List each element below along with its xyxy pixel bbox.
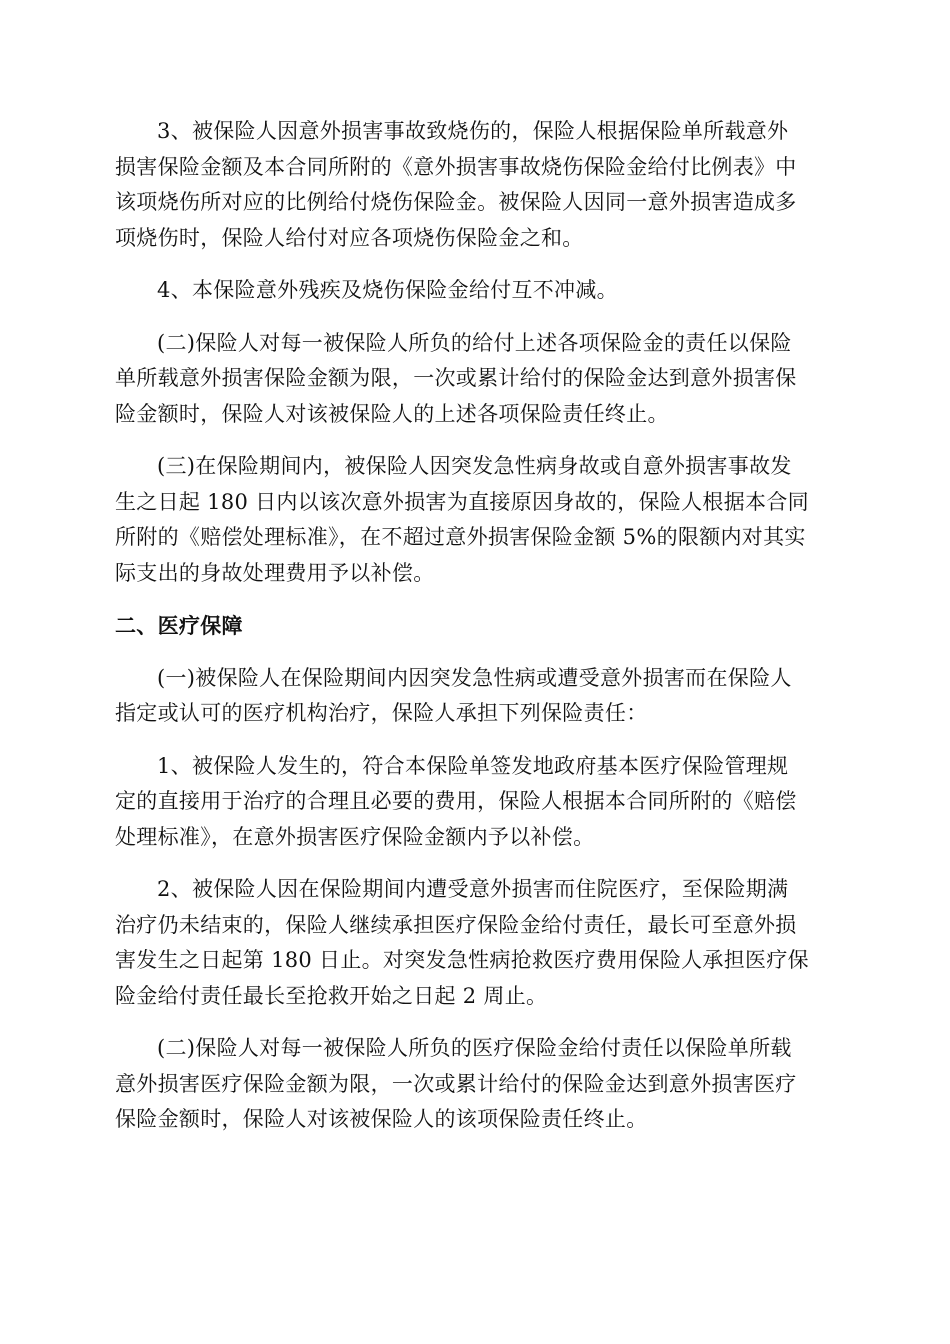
paragraph-burn-injury: 3、被保险人因意外损害事故致烧伤的，保险人根据保险单所载意外 损害保险金额及本合同所附的《意外损害事故烧伤保险金给付比例表》中 该项烧伤所对应的比例给付烧伤保险金。被保险人因同一意外损害造成多 项烧伤时，保险人给付对应各项烧伤保险金之和。 [115, 119, 797, 250]
paragraph-liability-limit: (二)保险人对每一被保险人所负的给付上述各项保险金的责任以保险 单所载意外损害保险金额为限，一次或累计给付的保险金达到意外损害保 险金额时，保险人对该被保险人的上述各项保险责任终止。 [115, 330, 797, 426]
paragraph-no-offset: 4、本保险意外残疾及烧伤保险金给付互不冲减。 [157, 278, 618, 302]
section-heading-medical: 二、医疗保障 [115, 613, 243, 638]
paragraph-death-expenses: (三)在保险期间内，被保险人因突发急性病身故或自意外损害事故发 生之日起 180 日内以该次意外损害为直接原因身故的，保险人根据本合同 所附的《赔偿处理标准》，在不超过意外损害保险金额 5%的限额内对其实 际支出的身故处理费用予以补偿。 [115, 454, 809, 585]
paragraph-medical-treatment: (一)被保险人在保险期间内因突发急性病或遭受意外损害而在保险人 指定或认可的医疗机构治疗，保险人承担下列保险责任： [115, 665, 792, 725]
paragraph-hospitalization: 2、被保险人因在保险期间内遭受意外损害而住院医疗，至保险期满 治疗仍未结束的，保险人继续承担医疗保险金给付责任，最长可至意外损 害发生之日起第 180 日止。对突发急性病抢救医疗费用保险人承担医疗保 险金给付责任最长至抢救开始之日起 2 周止。 [115, 877, 809, 1008]
paragraph-medical-expenses: 1、被保险人发生的，符合本保险单签发地政府基本医疗保险管理规 定的直接用于治疗的合理且必要的费用，保险人根据本合同所附的《赔偿 处理标准》，在意外损害医疗保险金额内予以补偿。 [115, 753, 797, 849]
paragraph-medical-limit: (二)保险人对每一被保险人所负的医疗保险金给付责任以保险单所载 意外损害医疗保险金额为限，一次或累计给付的保险金达到意外损害医疗 保险金额时，保险人对该被保险人的该项保险责任终止。 [115, 1036, 797, 1131]
